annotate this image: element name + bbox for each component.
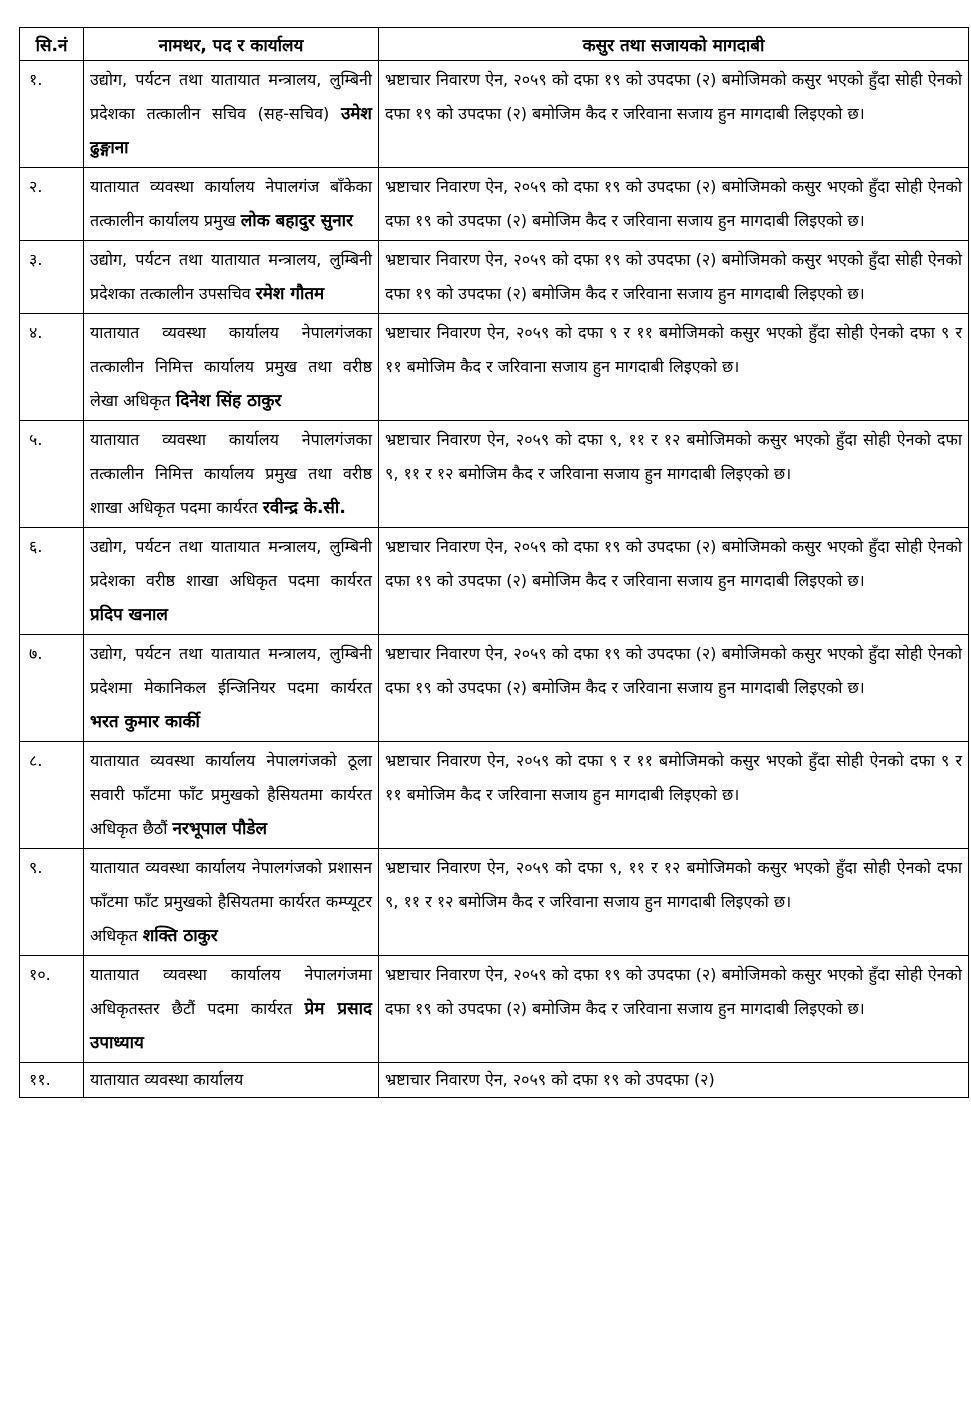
name-cell — [84, 635, 379, 742]
serial-number: ४. — [20, 314, 84, 421]
name-cell — [84, 956, 379, 1063]
case-table — [19, 27, 969, 1098]
serial-number: ८. — [20, 742, 84, 849]
header-charge-claim: कसुर तथा सजायको मागदाबी — [379, 28, 969, 61]
table-row — [20, 1063, 969, 1098]
serial-number: १. — [20, 61, 84, 168]
person-name: नरभूपाल पौडेल — [172, 819, 267, 839]
post-office-text: यातायात व्यवस्था कार्यालय नेपालगंजमा अधिकृतस्तर छैटौं पदमा कार्यरत — [90, 965, 372, 1018]
name-cell — [84, 314, 379, 421]
person-name: उमेश ढुङ्गाना — [90, 104, 372, 158]
person-name: प्रदिप खनाल — [90, 605, 168, 625]
person-name: भरत कुमार कार्की — [90, 712, 200, 732]
name-cell — [84, 241, 379, 314]
table-row — [20, 849, 969, 956]
person-name: दिनेश सिंह ठाकुर — [175, 391, 282, 411]
table-row — [20, 635, 969, 742]
charge-text: भ्रष्टाचार निवारण ऐन, २०५९ को दफा १९ को उपदफा (२) बमोजिमको कसुर भएको हुँदा सोही ऐनको दफा १९ को उपदफा (२) बमोजिम कैद र जरिवाना सजाय हुन मागदाबी लिइएको छ। — [379, 528, 969, 635]
serial-number: ६. — [20, 528, 84, 635]
post-office-text: यातायात व्यवस्था कार्यालय नेपालगंजको ठूला सवारी फाँटमा फाँट प्रमुखको हैसियतमा कार्यरत अधिकृत छैठौं — [90, 751, 372, 838]
post-office-text: यातायात व्यवस्था कार्यालय नेपालगंजको प्रशासन फाँटमा फाँट प्रमुखको हैसियतमा कार्यरत कम्प्यूटर अधिकृत — [90, 858, 372, 945]
serial-number: ५. — [20, 421, 84, 528]
name-cell — [84, 421, 379, 528]
post-office-text: उद्योग, पर्यटन तथा यातायात मन्त्रालय, लुम्बिनी प्रदेशका तत्कालीन उपसचिव — [90, 250, 372, 303]
serial-number: २. — [20, 168, 84, 241]
charge-text: भ्रष्टाचार निवारण ऐन, २०५९ को दफा ९ र ११ बमोजिमको कसुर भएको हुँदा सोही ऐनको दफा ९ र ११ बमोजिम कैद र जरिवाना सजाय हुन मागदाबी लिइएको छ। — [379, 314, 969, 421]
post-office-text: यातायात व्यवस्था कार्यालय — [90, 1070, 244, 1089]
person-name: रमेश गौतम — [255, 284, 325, 304]
serial-number: ३. — [20, 241, 84, 314]
person-name: शक्ति ठाकुर — [142, 926, 218, 946]
name-cell — [84, 528, 379, 635]
serial-number: ७. — [20, 635, 84, 742]
name-cell — [84, 61, 379, 168]
person-name: प्रेम प्रसाद उपाध्याय — [90, 999, 373, 1053]
table-row — [20, 314, 969, 421]
name-cell — [84, 168, 379, 241]
person-name: लोक बहादुर सुनार — [240, 211, 353, 231]
serial-number: १०. — [20, 956, 84, 1063]
table-row — [20, 742, 969, 849]
table-row — [20, 61, 969, 168]
post-office-text: उद्योग, पर्यटन तथा यातायात मन्त्रालय, लुम्बिनी प्रदेशका तत्कालीन सचिव (सह-सचिव) — [90, 70, 372, 123]
charge-text: भ्रष्टाचार निवारण ऐन, २०५९ को दफा ९, ११ र १२ बमोजिमको कसुर भएको हुँदा सोही ऐनको दफा ९, ११ र १२ बमोजिम कैद र जरिवाना सजाय हुन मागदाबी लिइएको छ। — [379, 849, 969, 956]
charge-text: भ्रष्टाचार निवारण ऐन, २०५९ को दफा १९ को उपदफा (२) बमोजिमको कसुर भएको हुँदा सोही ऐनको दफा १९ को उपदफा (२) बमोजिम कैद र जरिवाना सजाय हुन मागदाबी लिइएको छ। — [379, 61, 969, 168]
serial-number: ९. — [20, 849, 84, 956]
table-row — [20, 241, 969, 314]
post-office-text: यातायात व्यवस्था कार्यालय नेपालगंज बाँकेका तत्कालीन कार्यालय प्रमुख — [90, 177, 372, 230]
charge-text: भ्रष्टाचार निवारण ऐन, २०५९ को दफा १९ को उपदफा (२) बमोजिमको कसुर भएको हुँदा सोही ऐनको दफा १९ को उपदफा (२) बमोजिम कैद र जरिवाना सजाय हुन मागदाबी लिइएको छ। — [379, 168, 969, 241]
post-office-text: उद्योग, पर्यटन तथा यातायात मन्त्रालय, लुम्बिनी प्रदेशमा मेकानिकल ईन्जिनियर पदमा कार्यरत — [90, 644, 372, 697]
charge-text: भ्रष्टाचार निवारण ऐन, २०५९ को दफा ९, ११ र १२ बमोजिमको कसुर भएको हुँदा सोही ऐनको दफा ९, ११ र १२ बमोजिम कैद र जरिवाना सजाय हुन मागदाबी लिइएको छ। — [379, 421, 969, 528]
table-row — [20, 956, 969, 1063]
table-row — [20, 421, 969, 528]
charge-text: भ्रष्टाचार निवारण ऐन, २०५९ को दफा १९ को उपदफा (२) — [379, 1063, 969, 1098]
charge-text: भ्रष्टाचार निवारण ऐन, २०५९ को दफा १९ को उपदफा (२) बमोजिमको कसुर भएको हुँदा सोही ऐनको दफा १९ को उपदफा (२) बमोजिम कैद र जरिवाना सजाय हुन मागदाबी लिइएको छ। — [379, 241, 969, 314]
person-name: रवीन्द्र के.सी. — [262, 498, 346, 518]
header-serial: सि.नं — [20, 28, 84, 61]
charge-text: भ्रष्टाचार निवारण ऐन, २०५९ को दफा १९ को उपदफा (२) बमोजिमको कसुर भएको हुँदा सोही ऐनको दफा १९ को उपदफा (२) बमोजिम कैद र जरिवाना सजाय हुन मागदाबी लिइएको छ। — [379, 956, 969, 1063]
table-row — [20, 528, 969, 635]
header-name-post-office: नामथर, पद र कार्यालय — [84, 28, 379, 61]
name-cell — [84, 849, 379, 956]
charge-text: भ्रष्टाचार निवारण ऐन, २०५९ को दफा ९ र ११ बमोजिमको कसुर भएको हुँदा सोही ऐनको दफा ९ र ११ बमोजिम कैद र जरिवाना सजाय हुन मागदाबी लिइएको छ। — [379, 742, 969, 849]
name-cell — [84, 1063, 379, 1098]
post-office-text: यातायात व्यवस्था कार्यालय नेपालगंजका तत्कालीन निमित्त कार्यालय प्रमुख तथा वरीष्ठ शाखा अधिकृत पदमा कार्यरत — [90, 430, 372, 517]
header-row — [20, 28, 969, 61]
name-cell — [84, 742, 379, 849]
table-row — [20, 168, 969, 241]
charge-text: भ्रष्टाचार निवारण ऐन, २०५९ को दफा १९ को उपदफा (२) बमोजिमको कसुर भएको हुँदा सोही ऐनको दफा १९ को उपदफा (२) बमोजिम कैद र जरिवाना सजाय हुन मागदाबी लिइएको छ। — [379, 635, 969, 742]
serial-number: ११. — [20, 1063, 84, 1098]
post-office-text: उद्योग, पर्यटन तथा यातायात मन्त्रालय, लुम्बिनी प्रदेशका वरीष्ठ शाखा अधिकृत पदमा कार्यरत — [90, 537, 372, 590]
post-office-text: यातायात व्यवस्था कार्यालय नेपालगंजका तत्कालीन निमित्त कार्यालय प्रमुख तथा वरीष्ठ लेखा अधिकृत — [90, 323, 372, 410]
